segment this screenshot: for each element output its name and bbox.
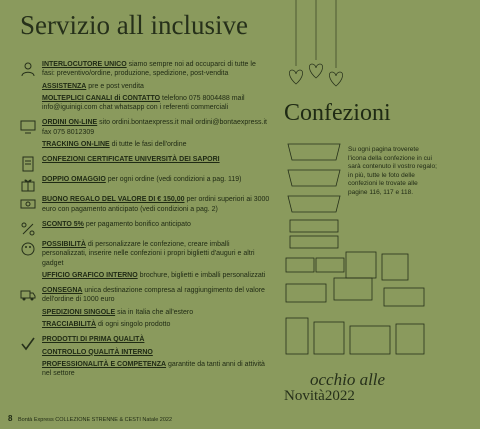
service-paragraph — [42, 240, 270, 268]
service-item — [20, 155, 270, 172]
service-text: di personalizzare le confezione, creare imballi personalizzati, inserire nelle confezioni i propri biglietti d'auguri e altri gadget — [42, 240, 255, 267]
gift-boxes-illustration — [284, 140, 344, 250]
service-paragraph — [42, 335, 270, 344]
service-label: POSSIBILITÀ — [42, 240, 86, 248]
page-footer — [8, 414, 172, 423]
service-text: unica destinazione compresa al raggiungimento del valore dell'ordine di 1000 euro — [42, 287, 265, 304]
service-paragraph — [42, 82, 270, 91]
service-label: BUONO REGALO DEL VALORE DI € 150,00 — [42, 196, 185, 204]
bags-illustration — [284, 248, 464, 368]
service-label: SPEDIZIONI SINGOLE — [42, 308, 116, 316]
services-list — [20, 60, 270, 385]
novita-year-text: Novità2022 — [284, 388, 355, 404]
service-text: brochure, biglietti e imballi personalizzati — [137, 271, 266, 279]
service-text: di tutte le fasi dell'ordine — [109, 141, 187, 149]
confezioni-description: Su ogni pagina troverete l'icona della confezione in cui sarà contenuto il vostro regalo; in più, tutte le foto delle confezioni le trovate alle pagine 116, 117 e 118. — [348, 146, 437, 196]
service-label: SCONTO 5% — [42, 220, 84, 228]
page-number: 8 — [8, 414, 13, 423]
service-label: MOLTEPLICI CANALI di CONTATTO — [42, 94, 161, 102]
hearts-decoration — [284, 0, 354, 90]
truck-icon — [20, 287, 36, 303]
service-paragraph — [42, 60, 270, 79]
service-label: CONFEZIONI CERTIFICATE UNIVERSITÀ DEI SAPORI — [42, 156, 220, 164]
service-paragraph — [42, 220, 270, 229]
service-text: per pagamento bonifico anticipato — [83, 220, 191, 228]
service-label: UFFICIO GRAFICO INTERNO — [42, 271, 138, 279]
service-text: pre e post vendita — [86, 82, 144, 90]
computer-icon — [20, 119, 36, 135]
service-paragraph — [42, 286, 270, 305]
service-label: ASSISTENZA — [42, 82, 87, 90]
service-label: DOPPIO OMAGGIO — [42, 176, 106, 184]
service-text: sito ordini.bontaexpress.it mail ordini@bontaexpress.it fax 075 8012309 — [42, 119, 267, 136]
service-paragraph — [42, 195, 270, 214]
service-label: ORDINI ON-LINE — [42, 119, 98, 127]
service-item — [20, 175, 270, 192]
service-label: PROFESSIONALITÀ E COMPETENZA — [42, 360, 167, 368]
page-title: Servizio all inclusive — [20, 10, 248, 40]
person-icon — [20, 61, 36, 77]
service-text: di ogni singolo prodotto — [96, 321, 171, 329]
service-paragraph — [42, 118, 270, 137]
service-text: per ordini superiori ai 3000 euro con pagamento anticipato (vedi condizioni a pag. 2) — [42, 196, 270, 213]
service-item — [20, 240, 270, 283]
service-paragraph — [42, 271, 270, 280]
service-item — [20, 60, 270, 115]
footer-text: Bontà Express COLLEZIONE STRENNE & CESTI Natale 2022 — [17, 417, 173, 423]
service-paragraph — [42, 155, 270, 164]
service-label: TRACCIABILITÀ — [42, 321, 97, 329]
service-item — [20, 335, 270, 381]
service-paragraph — [42, 320, 270, 329]
service-text: garantite da tanti anni di attività nel settore — [42, 360, 265, 378]
service-paragraph — [42, 308, 270, 317]
gift-icon — [20, 176, 36, 192]
service-text: siamo sempre noi ad occuparci di tutte le fasi: preventivo/ordine, produzione, spedizione, post-vendita — [42, 61, 256, 78]
service-text: per ogni ordine (vedi condizioni a pag. 119) — [105, 176, 242, 184]
confezioni-title: Confezioni — [284, 100, 391, 126]
service-label: INTERLOCUTORE UNICO — [42, 61, 127, 68]
service-paragraph — [42, 140, 270, 149]
service-item — [20, 118, 270, 152]
palette-icon — [20, 241, 36, 257]
document-icon — [20, 156, 36, 172]
service-text: telefono 075 8004488 mail info@iguinigi.com chat whatsapp con i referenti commerciali — [42, 94, 245, 112]
discount-icon — [20, 221, 36, 237]
voucher-icon — [20, 196, 36, 212]
service-item — [20, 195, 270, 217]
service-label: CONSEGNA — [42, 287, 83, 295]
service-paragraph — [42, 175, 270, 184]
service-label: CONTROLLO QUALITÀ INTERNO — [42, 348, 153, 356]
service-label: TRACKING ON-LINE — [42, 141, 110, 149]
novita-script-text: occhio alle — [310, 370, 386, 389]
service-item — [20, 220, 270, 237]
service-label: PRODOTTI DI PRIMA QUALITÀ — [42, 336, 145, 344]
checkmark-icon — [20, 336, 36, 352]
service-paragraph — [42, 360, 270, 379]
service-paragraph — [42, 94, 270, 113]
service-item — [20, 286, 270, 332]
service-text: sia in Italia che all'estero — [115, 308, 194, 316]
service-paragraph — [42, 348, 270, 357]
